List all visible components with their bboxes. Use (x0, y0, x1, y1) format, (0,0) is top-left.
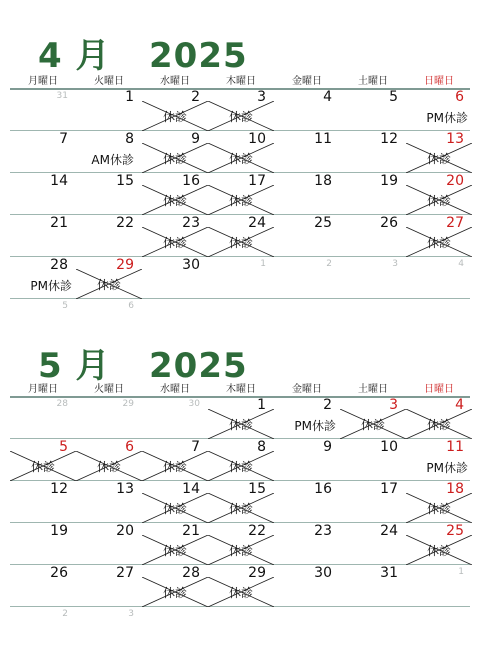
day-number: 8 (125, 131, 134, 147)
day-number: 20 (116, 523, 134, 539)
day-number: 31 (56, 91, 68, 101)
day-number: 5 (62, 301, 68, 311)
day-number: 27 (446, 215, 464, 231)
day-number: 5 (389, 89, 398, 105)
month-title: 5 月 2025 (38, 346, 248, 386)
day-cell[interactable] (76, 173, 142, 215)
day-cell[interactable] (142, 481, 208, 523)
day-cell[interactable] (142, 565, 208, 607)
day-number: 30 (188, 399, 200, 409)
day-cell[interactable] (208, 131, 274, 173)
day-number: 4 (458, 259, 464, 269)
day-number: 6 (125, 439, 134, 455)
day-number: 29 (122, 399, 134, 409)
day-cell[interactable] (208, 565, 274, 607)
day-cell[interactable] (406, 173, 472, 215)
day-number: 2 (191, 89, 200, 105)
day-number: 17 (248, 173, 266, 189)
weekday-header: 月曜日 (28, 76, 58, 87)
closed-label: 休診 (162, 152, 187, 166)
day-cell[interactable] (208, 439, 274, 481)
weekday-header: 土曜日 (358, 384, 388, 395)
day-cell[interactable] (10, 439, 76, 481)
weekday-header: 水曜日 (160, 384, 190, 395)
weekday-header: 月曜日 (28, 384, 58, 395)
day-number: 2 (326, 259, 332, 269)
weekday-header: 金曜日 (292, 384, 322, 395)
day-number: 28 (56, 399, 68, 409)
day-note: PM休診 (426, 111, 468, 125)
day-cell[interactable] (10, 565, 76, 607)
day-cell[interactable] (274, 215, 340, 257)
day-number: 24 (380, 523, 398, 539)
day-number: 14 (50, 173, 68, 189)
day-cell[interactable] (10, 481, 76, 523)
day-cell[interactable] (10, 215, 76, 257)
day-cell[interactable] (274, 439, 340, 481)
closed-label: 休診 (426, 152, 451, 166)
day-number: 26 (50, 565, 68, 581)
day-number: 22 (116, 215, 134, 231)
day-cell[interactable] (208, 215, 274, 257)
day-note: PM休診 (426, 461, 468, 475)
day-cell[interactable] (274, 481, 340, 523)
day-cell[interactable] (142, 523, 208, 565)
day-cell[interactable] (406, 131, 472, 173)
day-cell[interactable] (340, 523, 406, 565)
closed-label: 休診 (162, 460, 187, 474)
day-number: 25 (314, 215, 332, 231)
day-cell[interactable] (274, 131, 340, 173)
day-cell[interactable] (10, 607, 76, 649)
day-number: 19 (380, 173, 398, 189)
day-number: 24 (248, 215, 266, 231)
day-number: 22 (248, 523, 266, 539)
day-cell[interactable] (274, 397, 340, 439)
day-cell[interactable] (274, 89, 340, 131)
day-number: 1 (260, 259, 266, 269)
weekday-header: 金曜日 (292, 76, 322, 87)
weekday-header: 木曜日 (226, 76, 256, 87)
day-number: 11 (446, 439, 464, 455)
day-cell[interactable] (10, 257, 76, 299)
day-number: 7 (191, 439, 200, 455)
closed-label: 休診 (228, 586, 253, 600)
day-cell[interactable] (208, 523, 274, 565)
day-number: 3 (257, 89, 266, 105)
day-cell[interactable] (340, 131, 406, 173)
day-cell[interactable] (208, 397, 274, 439)
day-cell[interactable] (406, 257, 472, 299)
weekday-header: 日曜日 (424, 384, 454, 395)
day-cell[interactable] (142, 257, 208, 299)
closed-label: 休診 (162, 586, 187, 600)
day-cell[interactable] (274, 257, 340, 299)
day-number: 13 (116, 481, 134, 497)
closed-label: 休診 (228, 152, 253, 166)
day-cell[interactable] (340, 439, 406, 481)
day-cell[interactable] (76, 257, 142, 299)
day-number: 9 (191, 131, 200, 147)
day-cell[interactable] (76, 607, 142, 649)
day-number: 28 (182, 565, 200, 581)
day-cell[interactable] (10, 397, 76, 439)
day-cell[interactable] (10, 523, 76, 565)
day-number: 6 (455, 89, 464, 105)
closed-label: 休診 (30, 460, 55, 474)
day-number: 15 (248, 481, 266, 497)
closed-label: 休診 (162, 502, 187, 516)
closed-label: 休診 (426, 502, 451, 516)
day-number: 27 (116, 565, 134, 581)
day-number: 18 (446, 481, 464, 497)
day-note: AM休診 (91, 153, 134, 167)
day-number: 29 (116, 257, 134, 273)
day-number: 10 (248, 131, 266, 147)
day-cell[interactable] (142, 131, 208, 173)
day-cell[interactable] (274, 565, 340, 607)
closed-label: 休診 (426, 194, 451, 208)
day-number: 10 (380, 439, 398, 455)
day-cell[interactable] (406, 565, 472, 607)
day-number: 18 (314, 173, 332, 189)
closed-label: 休診 (162, 544, 187, 558)
day-number: 9 (323, 439, 332, 455)
closed-label: 休診 (228, 502, 253, 516)
closed-label: 休診 (426, 544, 451, 558)
closed-label: 休診 (228, 544, 253, 558)
day-cell[interactable] (10, 299, 76, 341)
day-number: 21 (50, 215, 68, 231)
day-number: 15 (116, 173, 134, 189)
day-number: 28 (50, 257, 68, 273)
day-number: 8 (257, 439, 266, 455)
day-number: 19 (50, 523, 68, 539)
day-cell[interactable] (340, 257, 406, 299)
closed-label: 休診 (228, 418, 253, 432)
day-number: 21 (182, 523, 200, 539)
day-cell[interactable] (406, 397, 472, 439)
day-number: 16 (182, 173, 200, 189)
day-cell[interactable] (76, 439, 142, 481)
day-number: 26 (380, 215, 398, 231)
day-cell[interactable] (340, 215, 406, 257)
day-cell[interactable] (76, 523, 142, 565)
closed-label: 休診 (96, 278, 121, 292)
day-number: 7 (59, 131, 68, 147)
day-number: 5 (59, 439, 68, 455)
day-note: PM休診 (30, 279, 72, 293)
day-cell[interactable] (76, 397, 142, 439)
day-cell[interactable] (76, 565, 142, 607)
closed-label: 休診 (162, 236, 187, 250)
closed-label: 休診 (228, 194, 253, 208)
day-number: 3 (128, 609, 134, 619)
day-number: 13 (446, 131, 464, 147)
day-cell[interactable] (274, 523, 340, 565)
day-cell[interactable] (406, 89, 472, 131)
day-cell[interactable] (208, 89, 274, 131)
day-number: 14 (182, 481, 200, 497)
day-cell[interactable] (406, 215, 472, 257)
day-number: 4 (455, 397, 464, 413)
day-number: 31 (380, 565, 398, 581)
day-cell[interactable] (10, 131, 76, 173)
day-number: 30 (182, 257, 200, 273)
weekday-header: 日曜日 (424, 76, 454, 87)
day-number: 16 (314, 481, 332, 497)
day-cell[interactable] (76, 89, 142, 131)
weekday-header: 木曜日 (226, 384, 256, 395)
closed-label: 休診 (426, 418, 451, 432)
weekday-header: 火曜日 (94, 384, 124, 395)
day-number: 2 (323, 397, 332, 413)
day-number: 1 (458, 567, 464, 577)
closed-label: 休診 (228, 110, 253, 124)
day-cell[interactable] (208, 173, 274, 215)
closed-label: 休診 (228, 236, 253, 250)
day-note: PM休診 (294, 419, 336, 433)
day-cell[interactable] (76, 481, 142, 523)
day-number: 6 (128, 301, 134, 311)
day-number: 1 (257, 397, 266, 413)
weekday-header: 水曜日 (160, 76, 190, 87)
day-cell[interactable] (142, 89, 208, 131)
day-cell[interactable] (142, 173, 208, 215)
day-cell[interactable] (340, 173, 406, 215)
day-cell[interactable] (406, 481, 472, 523)
day-number: 2 (62, 609, 68, 619)
day-cell[interactable] (76, 131, 142, 173)
day-cell[interactable] (406, 523, 472, 565)
day-number: 25 (446, 523, 464, 539)
day-cell[interactable] (208, 257, 274, 299)
day-cell[interactable] (340, 89, 406, 131)
day-cell[interactable] (142, 439, 208, 481)
closed-label: 休診 (162, 194, 187, 208)
day-cell[interactable] (274, 173, 340, 215)
day-cell[interactable] (76, 299, 142, 341)
day-number: 12 (380, 131, 398, 147)
day-number: 17 (380, 481, 398, 497)
closed-label: 休診 (426, 236, 451, 250)
closed-label: 休診 (228, 460, 253, 474)
day-cell[interactable] (340, 481, 406, 523)
day-number: 11 (314, 131, 332, 147)
month-title: 4 月 2025 (38, 36, 248, 76)
weekday-header: 土曜日 (358, 76, 388, 87)
day-number: 3 (392, 259, 398, 269)
day-cell[interactable] (340, 397, 406, 439)
closed-label: 休診 (96, 460, 121, 474)
weekday-header: 火曜日 (94, 76, 124, 87)
day-number: 1 (125, 89, 134, 105)
day-number: 23 (314, 523, 332, 539)
day-number: 3 (389, 397, 398, 413)
day-cell[interactable] (406, 439, 472, 481)
day-number: 29 (248, 565, 266, 581)
day-number: 4 (323, 89, 332, 105)
day-cell[interactable] (10, 173, 76, 215)
day-number: 30 (314, 565, 332, 581)
day-cell[interactable] (142, 397, 208, 439)
day-number: 23 (182, 215, 200, 231)
day-number: 12 (50, 481, 68, 497)
closed-label: 休診 (360, 418, 385, 432)
day-number: 20 (446, 173, 464, 189)
day-cell[interactable] (10, 89, 76, 131)
day-cell[interactable] (340, 565, 406, 607)
closed-label: 休診 (162, 110, 187, 124)
day-cell[interactable] (142, 215, 208, 257)
day-cell[interactable] (208, 481, 274, 523)
day-cell[interactable] (76, 215, 142, 257)
